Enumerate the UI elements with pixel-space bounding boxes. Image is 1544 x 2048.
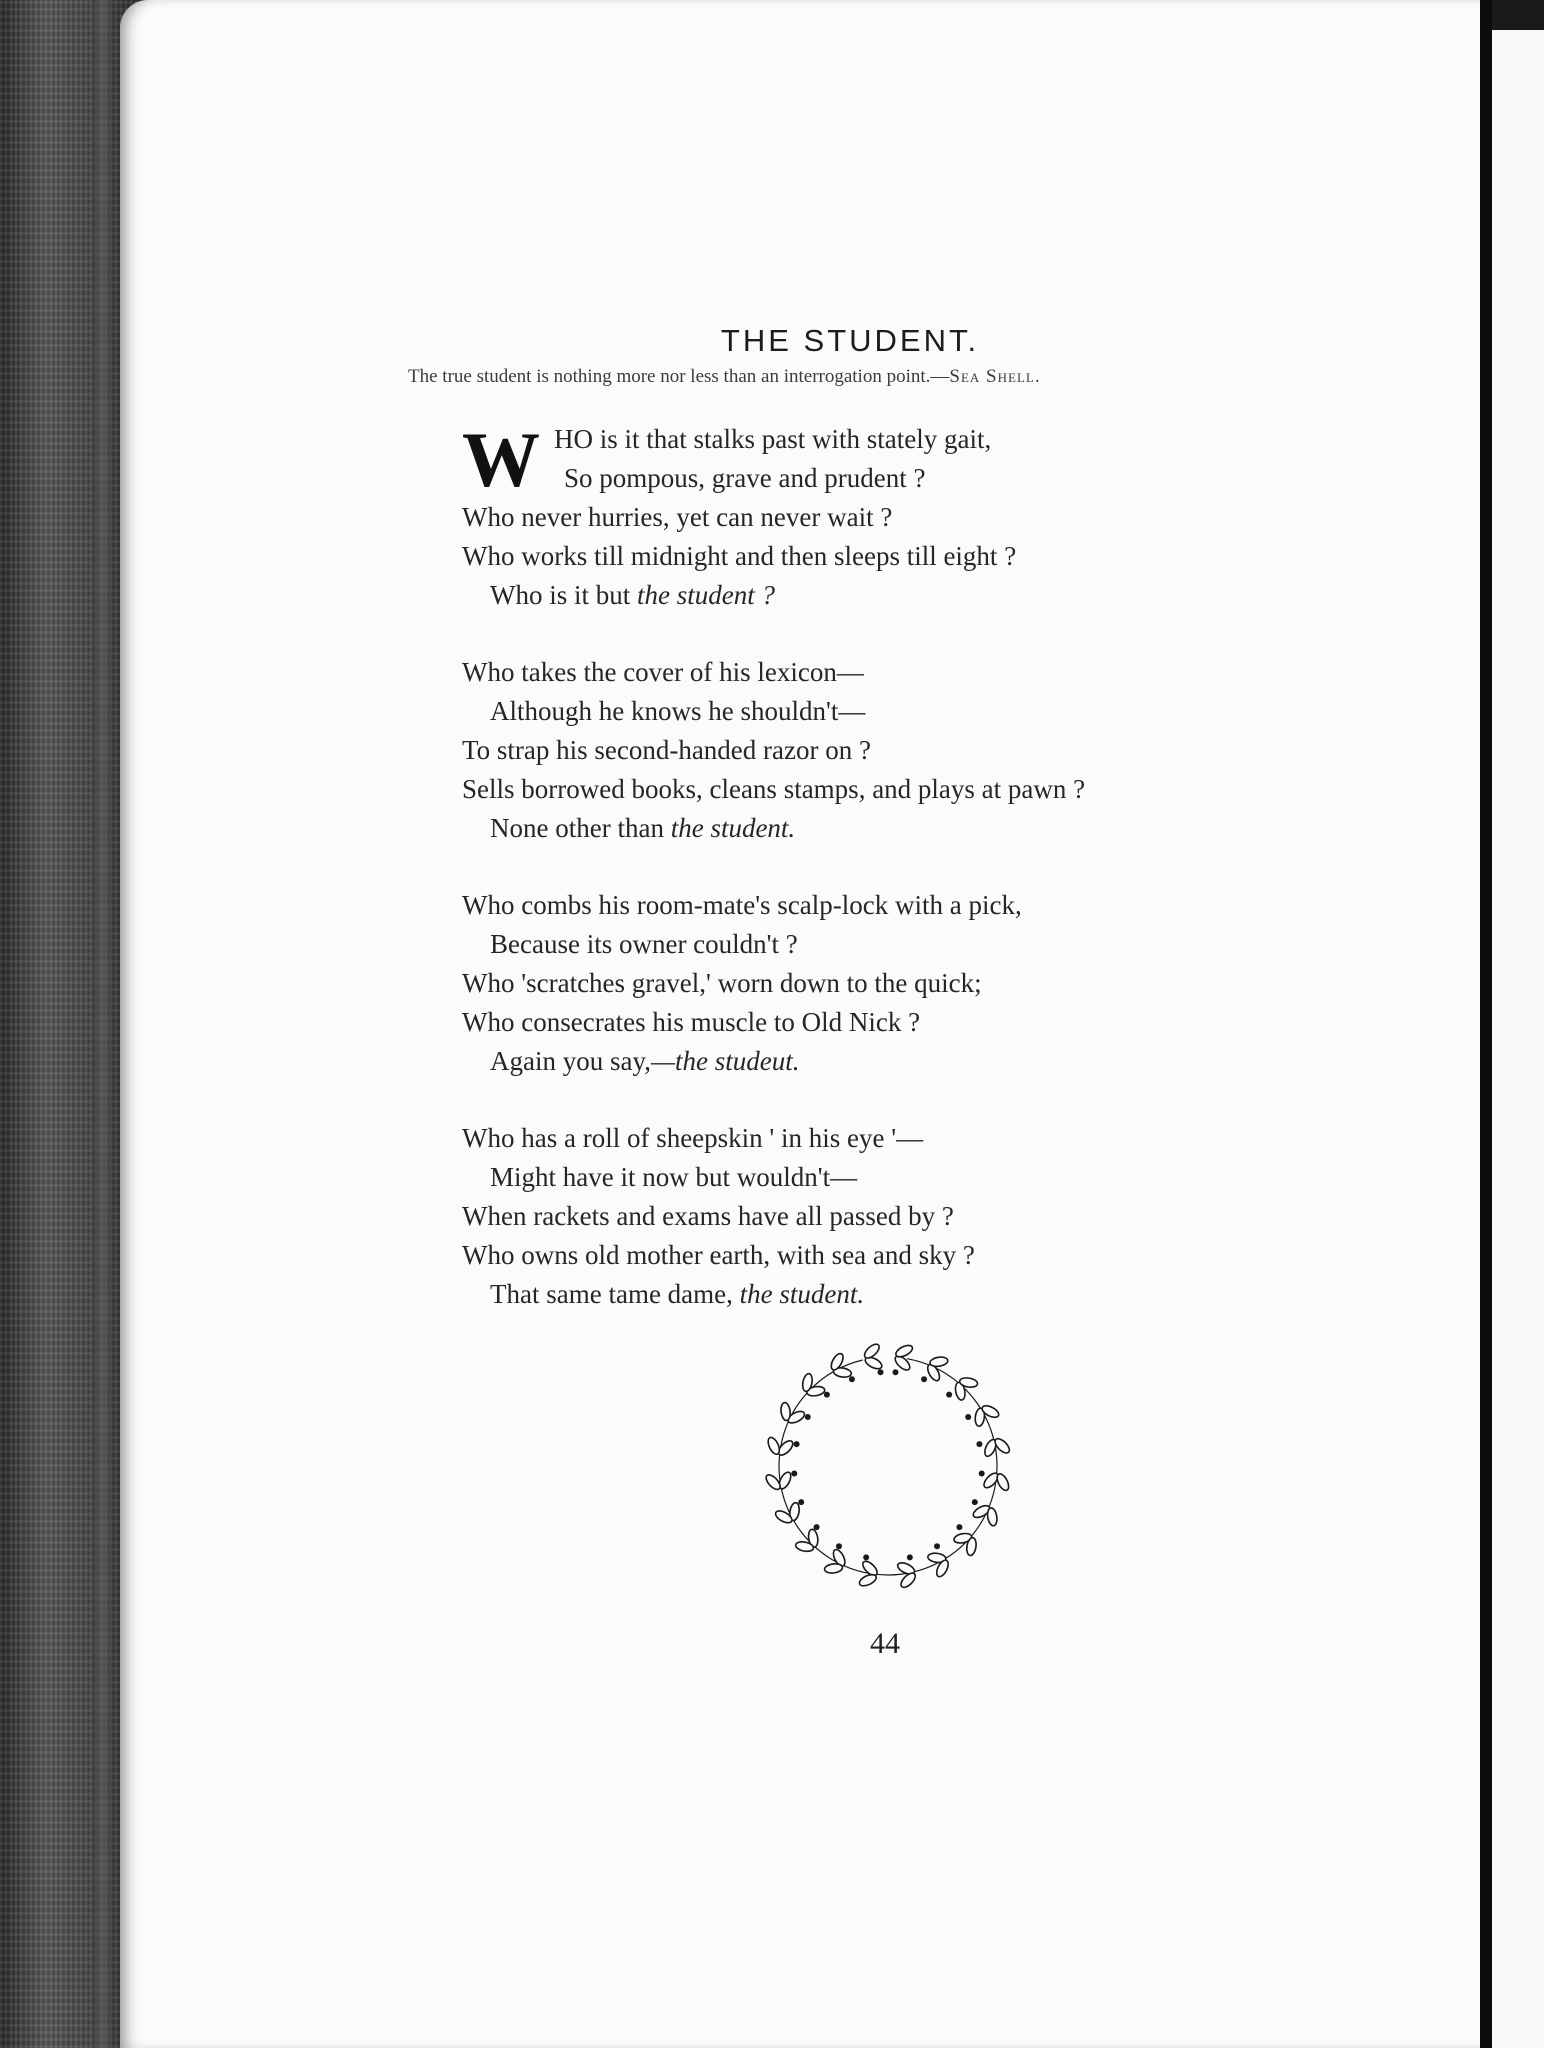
wreath-berry — [878, 1369, 884, 1375]
wreath-berry — [836, 1543, 842, 1549]
poem-line-italic: the student. — [739, 1279, 865, 1309]
wreath-berry — [805, 1414, 811, 1420]
poem-line: Who consecrates his muscle to Old Nick ? — [462, 1007, 921, 1037]
cover-edge — [92, 0, 114, 2048]
page-gutter — [1480, 0, 1492, 2048]
wreath-leaf — [780, 1402, 791, 1421]
wreath-berry — [965, 1414, 971, 1420]
poem-line: To strap his second-handed razor on ? — [462, 735, 871, 765]
epigraph-attribution: Sea Shell. — [949, 366, 1041, 387]
wreath-leaf — [766, 1436, 782, 1456]
page-number: 44 — [870, 1627, 900, 1660]
poem-line: Who never hurries, yet can never wait ? — [462, 502, 893, 532]
laurel-wreath-icon — [752, 1330, 1024, 1602]
wreath-berry — [798, 1499, 804, 1505]
poem-line: Who works till midnight and then sleeps till eight ? — [462, 541, 1017, 571]
wreath-berry — [907, 1554, 913, 1560]
wreath-leaf — [894, 1343, 914, 1359]
poem-line: Although he knows he shouldn't— — [490, 696, 866, 726]
poem-line: When rackets and exams have all passed by ? — [462, 1201, 954, 1231]
drop-cap: W — [462, 416, 540, 503]
page-title: THE STUDENT. — [720, 322, 980, 358]
wreath-berry — [863, 1554, 869, 1560]
poem-line: Might have it now but wouldn't— — [490, 1162, 858, 1192]
poem-line-italic: the student ? — [637, 580, 775, 610]
wreath-stem — [762, 1340, 1015, 1593]
epigraph — [408, 366, 1398, 388]
poem-line: Who takes the cover of his lexicon— — [462, 657, 864, 687]
wreath-berry — [824, 1392, 830, 1398]
poem-line — [462, 576, 1362, 615]
wreath-berry — [814, 1524, 820, 1530]
poem-line: Because its owner couldn't ? — [490, 929, 798, 959]
poem-line-text: Who is it but — [490, 580, 637, 610]
wreath-leaf — [929, 1356, 948, 1368]
stanza-4 — [462, 1119, 1362, 1314]
poem-line-italic: —the studeut. — [650, 1046, 800, 1076]
wreath-leaves — [762, 1340, 1015, 1593]
poem-line — [462, 1042, 1362, 1081]
poem — [462, 416, 1362, 1352]
poem-line: HO is it that stalks past with stately gait, — [554, 424, 992, 454]
wreath-berry — [791, 1470, 797, 1476]
poem-line — [462, 809, 1362, 848]
poem-line-text: Again you say, — [490, 1046, 651, 1076]
poem-line: Who has a roll of sheepskin ' in his eye '— — [462, 1123, 924, 1153]
wreath-berry — [976, 1441, 982, 1447]
poem-line: So pompous, grave and prudent ? — [564, 463, 926, 493]
wreath-leaf — [858, 1572, 878, 1588]
poem-line: Sells borrowed books, cleans stamps, and plays at pawn ? — [462, 774, 1086, 804]
wreath-berry — [956, 1524, 962, 1530]
stanza-3 — [462, 886, 1362, 1081]
wreath-berry — [979, 1470, 985, 1476]
wreath-berry — [794, 1441, 800, 1447]
wreath-berry — [946, 1392, 952, 1398]
poem-line-text: That same tame dame, — [490, 1279, 740, 1309]
poem-line-text: None other than — [490, 813, 671, 843]
poem-line-italic: the student. — [670, 813, 796, 843]
wreath-berry — [921, 1376, 927, 1382]
poem-line: Who combs his room-mate's scalp-lock with a pick, — [462, 890, 1022, 920]
facing-page-edge — [1492, 30, 1544, 2048]
wreath-berry — [972, 1499, 978, 1505]
stanza-1 — [462, 416, 1362, 615]
wreath-leaf — [824, 1563, 843, 1574]
wreath-leaf — [995, 1472, 1011, 1492]
stanza-2 — [462, 653, 1362, 848]
poem-line — [462, 1275, 1362, 1314]
wreath-leaf — [986, 1507, 998, 1526]
poem-line: Who owns old mother earth, with sea and sky ? — [462, 1240, 975, 1270]
wreath-berry — [892, 1369, 898, 1375]
epigraph-text: The true student is nothing more nor less than an interrogation point.— — [408, 366, 950, 387]
wreath-berry — [934, 1543, 940, 1549]
wreath-berry — [849, 1376, 855, 1382]
poem-line: Who 'scratches gravel,' worn down to the quick; — [462, 968, 982, 998]
